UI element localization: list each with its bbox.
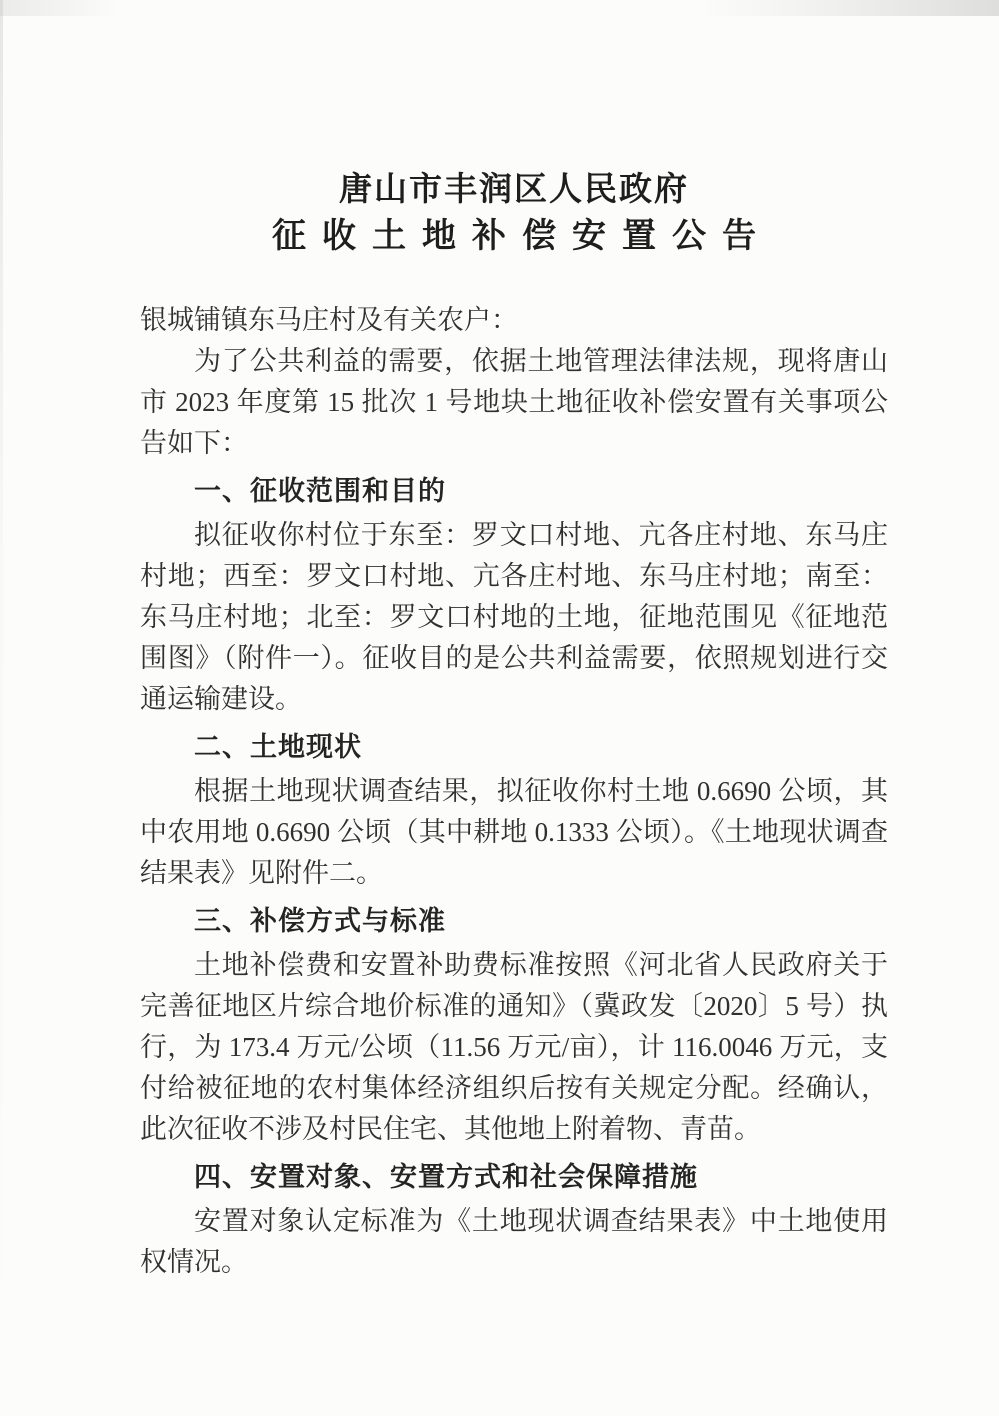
section-2-heading: 二、土地现状 — [194, 732, 362, 762]
document-title-government: 唐山市丰润区人民政府 — [339, 172, 689, 208]
section-2-body: 根据土地现状调查结果，拟征收你村土地 0.6690 公顷，其中农用地 0.6690 公顷（其中耕地 0.1333 公顷）。《土地现状调查结果表》见附件二。 — [140, 776, 888, 888]
section-4-body: 安置对象认定标准为《土地现状调查结果表》中土地使用权情况。 — [140, 1206, 888, 1277]
document-content — [140, 168, 888, 1283]
section-3-body: 土地补偿费和安置补助费标准按照《河北省人民政府关于完善征地区片综合地价标准的通知》（冀政发〔2020〕5 号）执行，为 173.4 万元/公顷（11.56 万元/亩），计 116.0046 万元，支付给被征地的农村集体经济组织后按有关规定分配。经确认，此次征收不涉及村民住宅、其他地上附着物、青苗。 — [140, 950, 888, 1144]
section-4-heading: 四、安置对象、安置方式和社会保障措施 — [194, 1162, 698, 1192]
document-title-announcement: 征收土地补偿安置公告 — [272, 218, 772, 255]
section-3-heading: 三、补偿方式与标准 — [194, 906, 446, 936]
section-1-body: 拟征收你村位于东至：罗文口村地、亢各庄村地、东马庄村地；西至：罗文口村地、亢各庄村地、东马庄村地；南至：东马庄村地；北至：罗文口村地的土地，征地范围见《征地范围图》（附件一）。征收目的是公共利益需要，依照规划进行交通运输建设。 — [140, 520, 888, 714]
scan-artifact-top-edge — [0, 0, 999, 16]
section-1-heading: 一、征收范围和目的 — [194, 476, 446, 506]
scan-artifact-left-edge — [0, 0, 3, 1416]
intro-paragraph: 为了公共利益的需要，依据土地管理法律法规，现将唐山市 2023 年度第 15 批次 1 号地块土地征收补偿安置有关事项公告如下： — [140, 346, 888, 458]
salutation-line: 银城铺镇东马庄村及有关农户： — [140, 305, 518, 335]
